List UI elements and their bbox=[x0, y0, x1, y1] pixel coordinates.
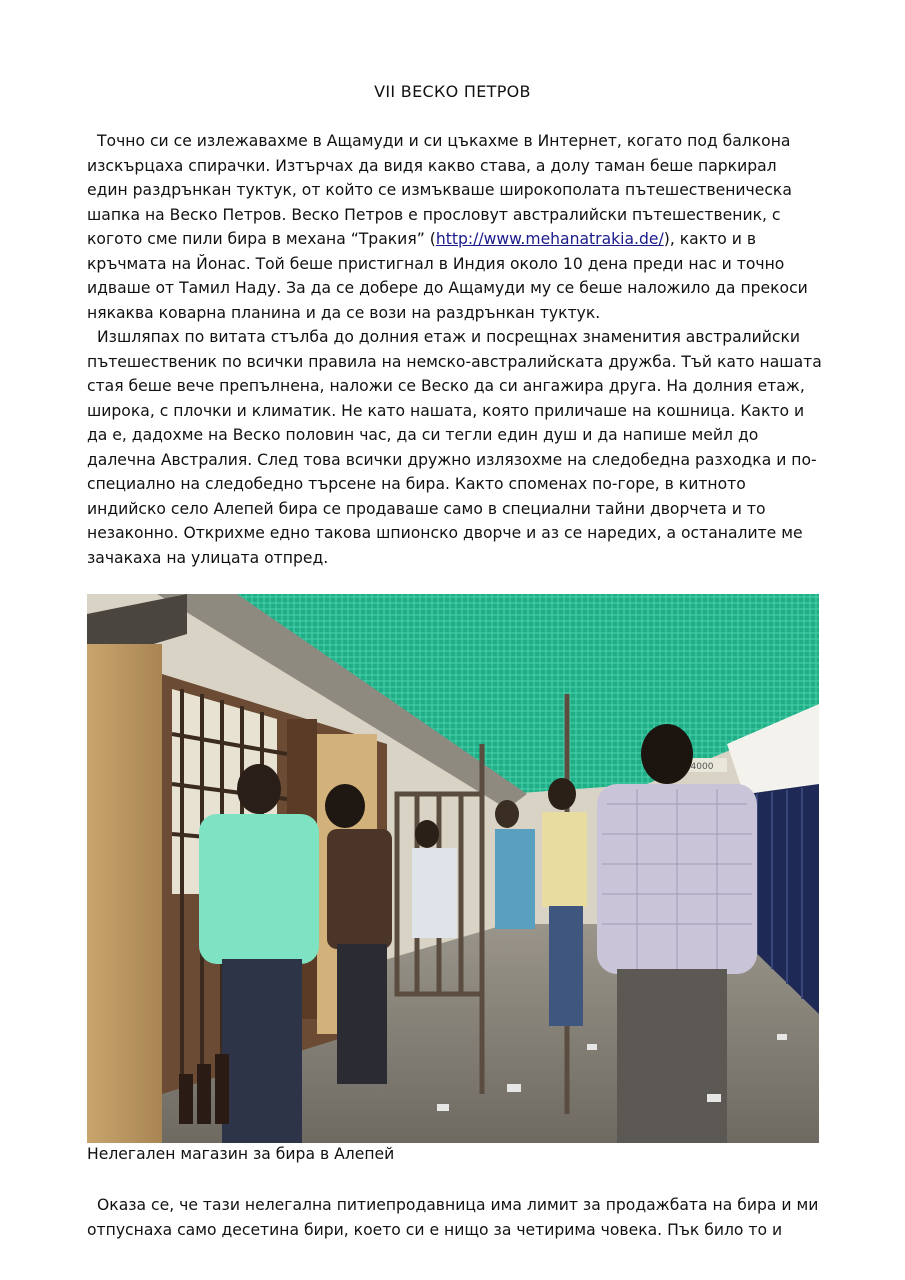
chapter-title: VII ВЕСКО ПЕТРОВ bbox=[374, 82, 531, 101]
beer-shop-photo bbox=[87, 594, 819, 1143]
sign-text: 4000 bbox=[690, 762, 714, 772]
body-text-top bbox=[87, 129, 822, 570]
mehanatrakia-link[interactable]: http://www.mehanatrakia.de/ bbox=[435, 230, 664, 248]
paragraph-1 bbox=[87, 129, 822, 325]
paragraph-3: Оказа се, че тази нелегална питиепродавница има лимит за продажбата на бира и ми отпуснаха само десетина бири, което си е нищо за четирима човека. Пък било то и bbox=[87, 1196, 819, 1239]
photo-caption: Нелегален магазин за бира в Алепей bbox=[87, 1145, 395, 1163]
paragraph-1-end: ), както и в кръчмата на Йонас. Той беше пристигнал в Индия около 10 дена преди нас и точно идваше от Тамил Наду. За да се добере до Ащамуди му се беше наложило да прекоси някаква коварна планина и да се вози на раздрънкан туктук. bbox=[87, 230, 808, 322]
body-text-bottom bbox=[87, 1193, 822, 1242]
paragraph-2: Изшляпах по витата стълба до долния етаж и посрещнах знаменития австралийски пътешественик по всички правила на немско-австралийската дружба. Тъй като нашата стая беше вече препълнена, наложи се Веско да си ангажира друга. На долния етаж, широка, с плочки и климатик. Не като нашата, която приличаше на кошница. Както и да е, дадохме на Веско половин час, да си тегли един душ и да напише мейл до далечна Австралия. След това всички дружно излязохме на следобедна разходка и по-специално на следобедно търсене на бира. Както споменах по-горе, в китното индийско село Алепей бира се продаваше само в специални тайни дворчета и то незаконно. Открихме едно такова шпионско дворче и аз се наредих, а останалите ме зачакаха на улицата отпред. bbox=[87, 328, 822, 567]
paragraph-1-start: Точно си се излежавахме в Ащамуди и си цъкахме в Интернет, когато под балкона изскърцаха спирачки. Изтърчах да видя какво става, а долу таман беше паркирал един раздрънкан туктук, от който се измъкваше широкополата пътешественическа шапка на Веско Петров. Веско Петров е прословут австралийски пътешественик, с когото сме пили бира в механа “Тракия” ( bbox=[87, 132, 792, 248]
